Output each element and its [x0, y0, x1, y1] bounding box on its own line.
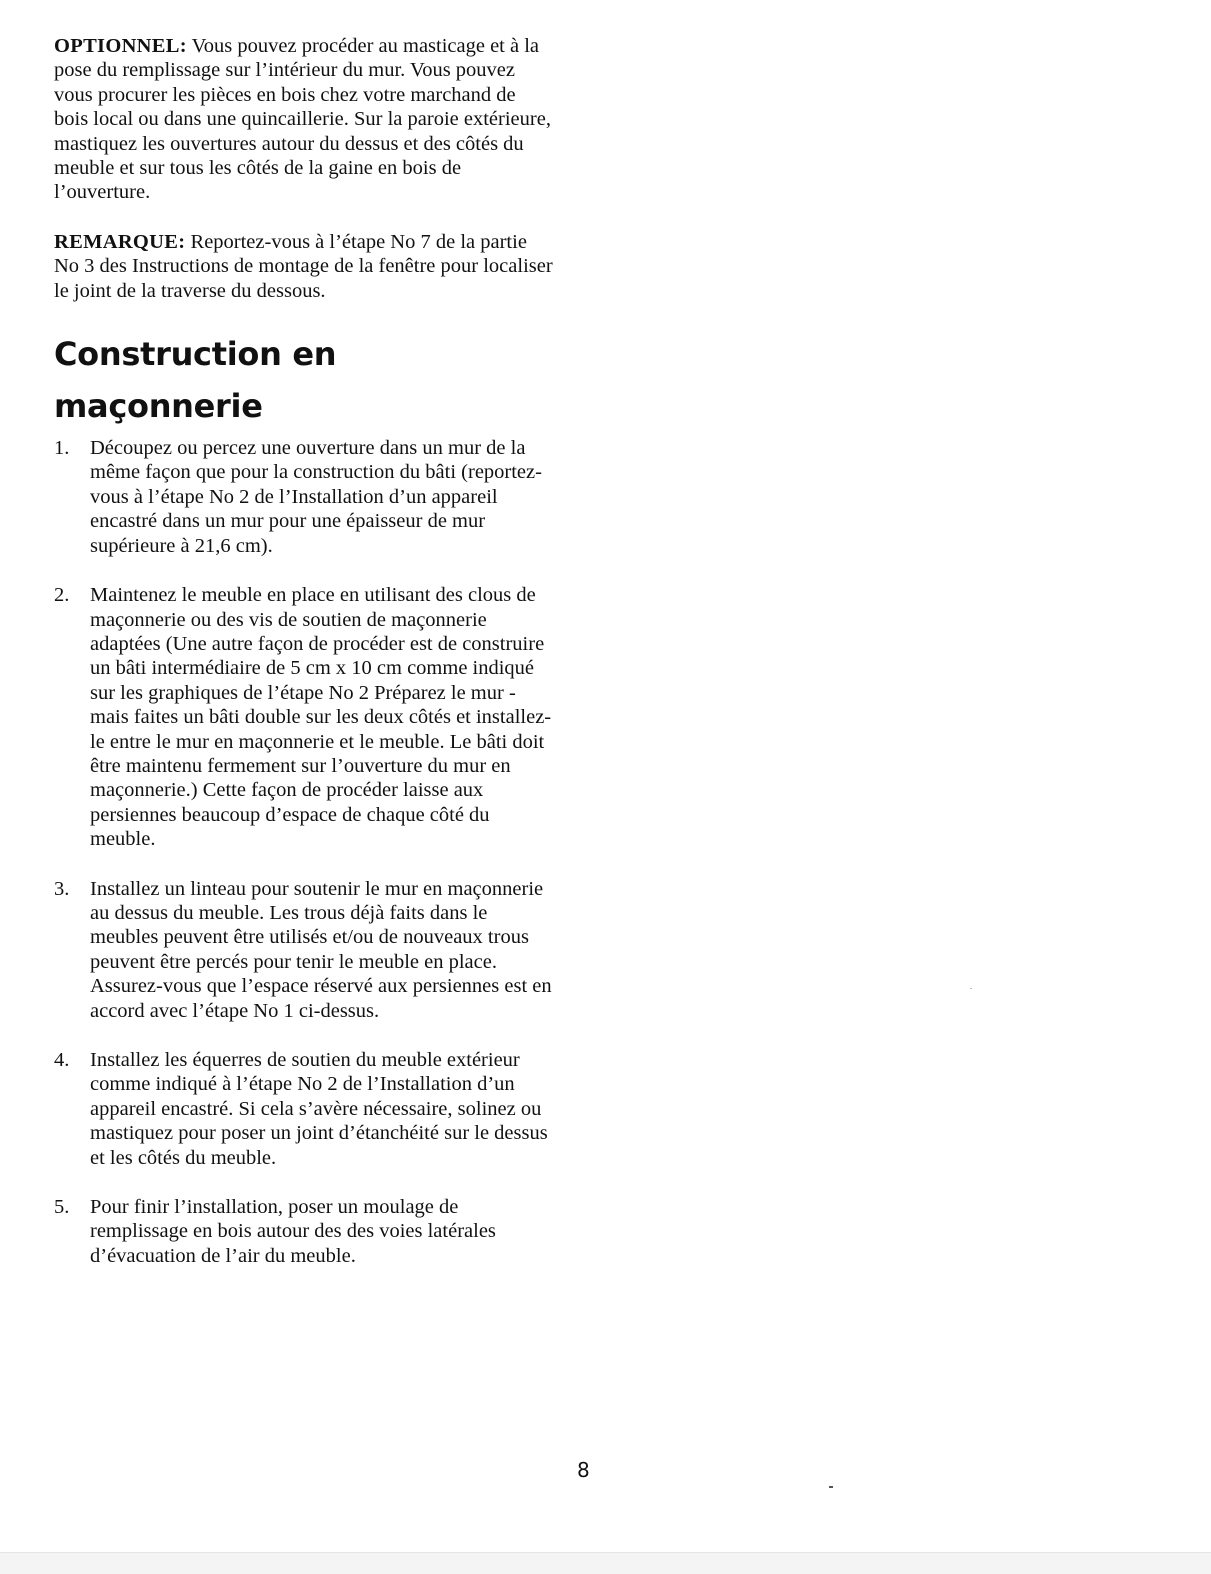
note-label: REMARQUE:	[54, 230, 186, 253]
text-column	[54, 34, 554, 1293]
step-number: 3.	[54, 877, 70, 900]
section-title-line2: maçonnerie	[54, 387, 263, 426]
note-text: Reportez-vous à l’étape No 7 de la partie No 3 des Instructions de montage de la fenêtre pour localiser le joint de la traverse du dessous.	[54, 230, 553, 302]
step-text: Découpez ou percez une ouverture dans un mur de la même façon que pour la construction du bâti (reportez-vous à l’étape No 2 de l’Installation d’un appareil encastré dans un mur pour une épaisseur de mur supérieure à 21,6 cm).	[90, 437, 542, 557]
step-number: 2.	[54, 584, 70, 607]
optional-paragraph	[54, 34, 554, 205]
step-number: 5.	[54, 1196, 70, 1219]
step-text: Pour finir l’installation, poser un moulage de remplissage en bois autour des des voies latérales d’évacuation de l’air du meuble.	[90, 1196, 496, 1267]
step-item	[54, 1195, 554, 1268]
step-item	[54, 1048, 554, 1170]
step-item	[54, 436, 554, 558]
steps-list	[54, 436, 554, 1268]
section-title	[54, 328, 554, 432]
scan-speck	[829, 1486, 833, 1488]
step-number: 1.	[54, 437, 70, 460]
step-number: 4.	[54, 1049, 70, 1071]
optional-label: OPTIONNEL:	[54, 35, 187, 57]
step-item	[54, 877, 554, 1023]
step-text: Maintenez le meuble en place en utilisant des clous de maçonnerie ou des vis de soutien de maçonnerie adaptées (Une autre façon de procéder est de construire un bâti intermédiaire de 5 cm x 10 cm comme indiqué sur les graphiques de l’étape No 2 Préparez le mur - mais faites un bâti double sur les deux côtés et installez-le entre le mur en maçonnerie et le meuble. Le bâti doit être maintenu fermement sur l’ouverture du mur en maçonnerie.) Cette façon de procéder laisse aux persiennes beaucoup d’espace de chaque côté du meuble.	[90, 584, 552, 851]
step-text: Installez les équerres de soutien du meuble extérieur comme indiqué à l’étape No 2 de l’Installation d’un appareil encastré. Si cela s’avère nécessaire, solinez ou mastiquez pour poser un joint d’étanchéité sur le dessus et les côtés du meuble.	[90, 1049, 548, 1169]
scan-bottom-edge	[0, 1552, 1211, 1574]
step-text: Installez un linteau pour soutenir le mur en maçonnerie au dessus du meuble. Les trous déjà faits dans le meubles peuvent être utilisés et/ou de nouveaux trous peuvent être percés pour tenir le meuble en place. Assurez-vous que l’espace réservé aux persiennes est en accord avec l’étape No 1 ci-dessus.	[90, 877, 552, 1022]
note-paragraph	[54, 230, 554, 303]
scan-speck	[970, 988, 972, 989]
page-number: 8	[577, 1458, 590, 1482]
step-item	[54, 583, 554, 851]
section-title-line1: Construction en	[54, 335, 337, 374]
optional-text: Vous pouvez procéder au masticage et à la pose du remplissage sur l’intérieur du mur. Vous pouvez vous procurer les pièces en bois chez votre marchand de bois local ou dans une quincaillerie. Sur la paroie extérieure, mastiquez les ouvertures autour du dessus et des côtés du meuble et sur tous les côtés de la gaine en bois de l’ouverture.	[54, 35, 551, 204]
